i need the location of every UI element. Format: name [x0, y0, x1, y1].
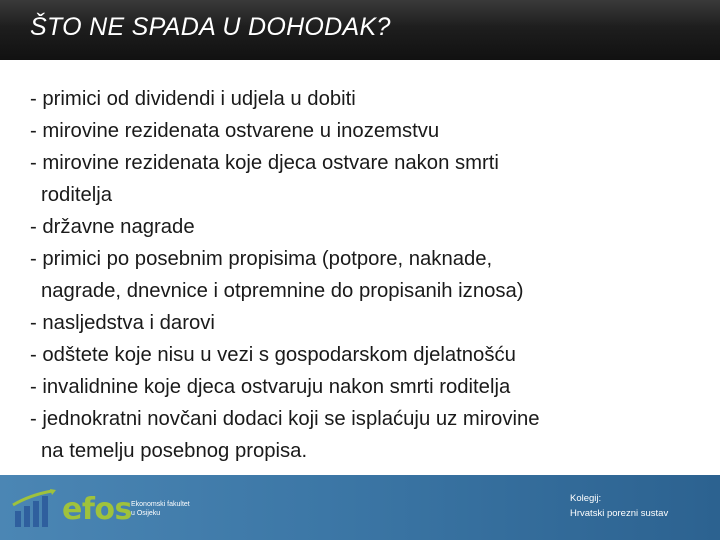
content-line: - mirovine rezidenata koje djeca ostvare nakon smrti — [30, 152, 499, 174]
content-line: - jednokratni novčani dodaci koji se isplaćuju uz mirovine — [30, 408, 540, 430]
slide-title: ŠTO NE SPADA U DOHODAK? — [30, 13, 391, 41]
content-line: nagrade, dnevnice i otpremnine do propisanih iznosa) — [41, 280, 524, 302]
logo-bars-icon — [12, 489, 56, 529]
content-line: - državne nagrade — [30, 216, 195, 238]
logo-wordmark: efos — [62, 492, 132, 527]
slide-content — [30, 83, 690, 467]
content-line: - invalidnine koje djeca ostvaruju nakon smrti roditelja — [30, 376, 511, 398]
title-bar — [0, 0, 720, 60]
logo-subtitle — [131, 500, 211, 518]
logo-subtitle-line: u Osijeku — [131, 510, 161, 517]
content-line: - nasljedstva i darovi — [30, 312, 215, 334]
content-line: roditelja — [41, 184, 113, 206]
content-line: - primici od dividendi i udjela u dobiti — [30, 88, 356, 110]
content-line: - primici po posebnim propisima (potpore, naknade, — [30, 248, 493, 270]
content-line: na temelju posebnog propisa. — [41, 440, 308, 462]
logo-subtitle-line: Ekonomski fakultet — [131, 501, 190, 508]
course-label: Kolegij: — [570, 493, 602, 504]
footer-bar — [0, 475, 720, 540]
course-info — [570, 491, 668, 521]
course-name: Hrvatski porezni sustav — [570, 508, 669, 519]
content-line: - odštete koje nisu u vezi s gospodarskom djelatnošću — [30, 344, 516, 366]
content-line: - mirovine rezidenata ostvarene u inozemstvu — [30, 120, 440, 142]
